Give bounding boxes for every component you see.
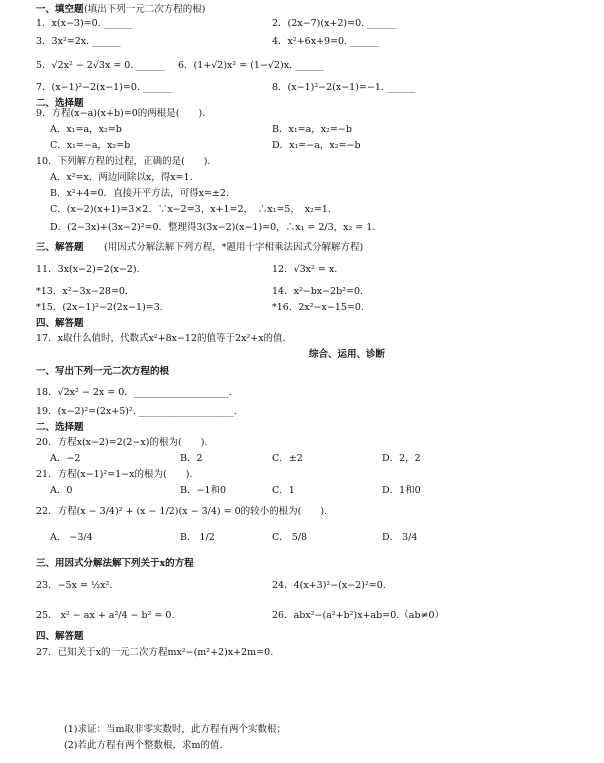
q22-options-row [0, 530, 604, 546]
part-2-header-row [0, 347, 604, 363]
question-7: 7．(x−1)²−2(x−1)=0. ______ [36, 82, 172, 93]
part-2-section-2-title: 二、选择题 [36, 422, 84, 433]
question-21: 21．方程(x−1)²=1−x的根为( ). [36, 469, 193, 480]
question-24: 24．4(x+3)²−(x−2)²=0. [272, 580, 386, 591]
q10-option-b-row [0, 186, 604, 202]
q13-q14-row [0, 284, 604, 300]
question-22: 22．方程(x − 3/4)² + (x − 1/2)(x − 3/4) = 0的较小的根为( ). [36, 506, 328, 517]
section-1-title: 一、填空题 [36, 4, 84, 15]
question-20-option-b: B．2 [180, 453, 203, 464]
q17-row [0, 331, 604, 347]
q9-row [0, 106, 604, 122]
question-9: 9．方程(x−a)(x+b)=0的两根是( ). [36, 108, 206, 119]
q20-options-row [0, 451, 604, 467]
section-1-hint: (填出下列一元二次方程的根) [84, 4, 206, 15]
question-5: 5．√2x² − 2√3x = 0. ______ [36, 60, 165, 71]
q10-option-a-row [0, 170, 604, 186]
part-2-section-3-title: 三、用因式分解法解下列关于x的方程 [36, 558, 194, 569]
question-9-option-d: D．x₁=−a，x₂=−b [272, 140, 361, 151]
q23-q24-row [0, 578, 604, 594]
part-2-header: 综合、运用、诊断 [309, 349, 386, 360]
question-2: 2．(2x−7)(x+2)=0. ______ [272, 18, 396, 29]
question-20-option-d: D．2，2 [382, 453, 421, 464]
question-9-option-b: B．x₁=a，x₂=−b [272, 124, 352, 135]
question-10: 10．下列解方程的过程，正确的是( ). [36, 156, 211, 167]
section-3-title: 三、解答题 [36, 242, 84, 253]
question-22-option-c: C． 5/8 [272, 532, 308, 543]
section-2-title: 二、选择题 [36, 98, 84, 109]
question-17: 17．x取什么值时，代数式x²+8x−12的值等于2x²+x的值. [36, 333, 286, 344]
question-14: 14．x²−bx−2b²=0. [272, 286, 364, 297]
question-6: 6．(1+√2)x² = (1−√2)x. ______ [178, 60, 324, 71]
question-23: 23．−5x = ½x². [36, 580, 113, 591]
question-19: 19．(x−2)²=(2x+5)². ____________________. [36, 406, 237, 417]
q19-row [0, 404, 604, 420]
question-3: 3．3x²=2x. ______ [36, 36, 121, 47]
part-2-section-4-row [0, 629, 604, 645]
q11-q12-row [0, 262, 604, 278]
question-9-option-a: A．x₁=a，x₂=b [50, 124, 122, 135]
q9-options-ab [0, 122, 604, 138]
question-10-option-a: A．x²=x．两边同除以x，得x=1. [50, 172, 193, 183]
part-2-section-2-row [0, 420, 604, 436]
question-1: 1．x(x−3)=0. ______ [36, 18, 133, 29]
q25-q26-row [0, 608, 604, 624]
question-21-option-c: C．1 [272, 485, 295, 496]
question-15: *15．(2x−1)²−2(2x−1)=3. [36, 302, 163, 313]
q21-row [0, 467, 604, 483]
part-2-section-4-title: 四、解答题 [36, 631, 84, 642]
section-3-hint: (用因式分解法解下列方程，*题用十字相乘法因式分解解方程) [104, 242, 364, 253]
question-20-option-a: A．−2 [50, 453, 81, 464]
question-4: 4．x²+6x+9=0. ______ [272, 36, 379, 47]
section-4-row [0, 316, 604, 332]
part-2-section-1-title: 一、写出下列一元二次方程的根 [36, 366, 170, 377]
q9-options-cd [0, 138, 604, 154]
question-21-option-b: B．−1和0 [180, 485, 227, 496]
q27-part-2-row [0, 738, 604, 754]
q5-q6-row [0, 58, 604, 74]
question-11: 11．3x(x−2)=2(x−2). [36, 264, 140, 275]
question-22-option-a: A． −3/4 [50, 532, 93, 543]
question-27: 27．已知关于x的一元二次方程mx²−(m²+2)x+2m=0. [36, 647, 274, 658]
q1-q2-row [0, 16, 604, 32]
question-16: *16．2x²−x−15=0. [272, 302, 364, 313]
question-13: *13．x²−3x−28=0. [36, 286, 128, 297]
question-27-part-2: (2)若此方程有两个整数根，求m的值. [64, 740, 223, 751]
question-21-option-d: D．1和0 [382, 485, 421, 496]
question-10-option-d: D．(2−3x)+(3x−2)²=0．整理得3(3x−2)(x−1)=0，∴x₁ = 2/3，x₂ = 1. [50, 222, 376, 233]
question-12: 12．√3x² = x. [272, 264, 338, 275]
q18-row [0, 385, 604, 401]
q7-q8-row [0, 80, 604, 96]
question-25: 25． x² − ax + a²/4 − b² = 0. [36, 610, 175, 621]
q15-q16-row [0, 300, 604, 316]
q3-q4-row [0, 34, 604, 50]
question-26: 26．abx²−(a²+b²)x+ab=0.（ab≠0） [272, 610, 445, 621]
part-2-section-3-row [0, 556, 604, 572]
q10-option-c-row [0, 202, 604, 218]
question-27-part-1: (1)求证：当m取非零实数时，此方程有两个实数根； [64, 724, 286, 735]
q27-part-1-row [0, 722, 604, 738]
question-8: 8．(x−1)²−2(x−1)=−1. ______ [272, 82, 416, 93]
question-10-option-b: B．x²+4=0．直接开平方法，可得x=±2. [50, 188, 229, 199]
question-21-option-a: A．0 [50, 485, 73, 496]
q22-row [0, 504, 604, 520]
section-3-row [0, 240, 604, 256]
question-22-option-b: B． 1/2 [180, 532, 215, 543]
question-10-option-c: C．(x−2)(x+1)=3×2．∵x−2=3，x+1=2， ∴x₁=5， x₂=1. [50, 204, 331, 215]
q10-row [0, 154, 604, 170]
section-4-title: 四、解答题 [36, 318, 84, 329]
q10-option-d-row [0, 220, 604, 236]
question-20: 20．方程x(x−2)=2(2−x)的根为( ). [36, 437, 208, 448]
q20-row [0, 435, 604, 451]
question-9-option-c: C．x₁=−a，x₂=b [50, 140, 131, 151]
part-2-section-1-row [0, 364, 604, 380]
question-18: 18．√2x² − 2x = 0．____________________. [36, 387, 232, 398]
q27-row [0, 645, 604, 661]
question-20-option-c: C．±2 [272, 453, 303, 464]
question-22-option-d: D． 3/4 [382, 532, 418, 543]
q21-options-row [0, 483, 604, 499]
